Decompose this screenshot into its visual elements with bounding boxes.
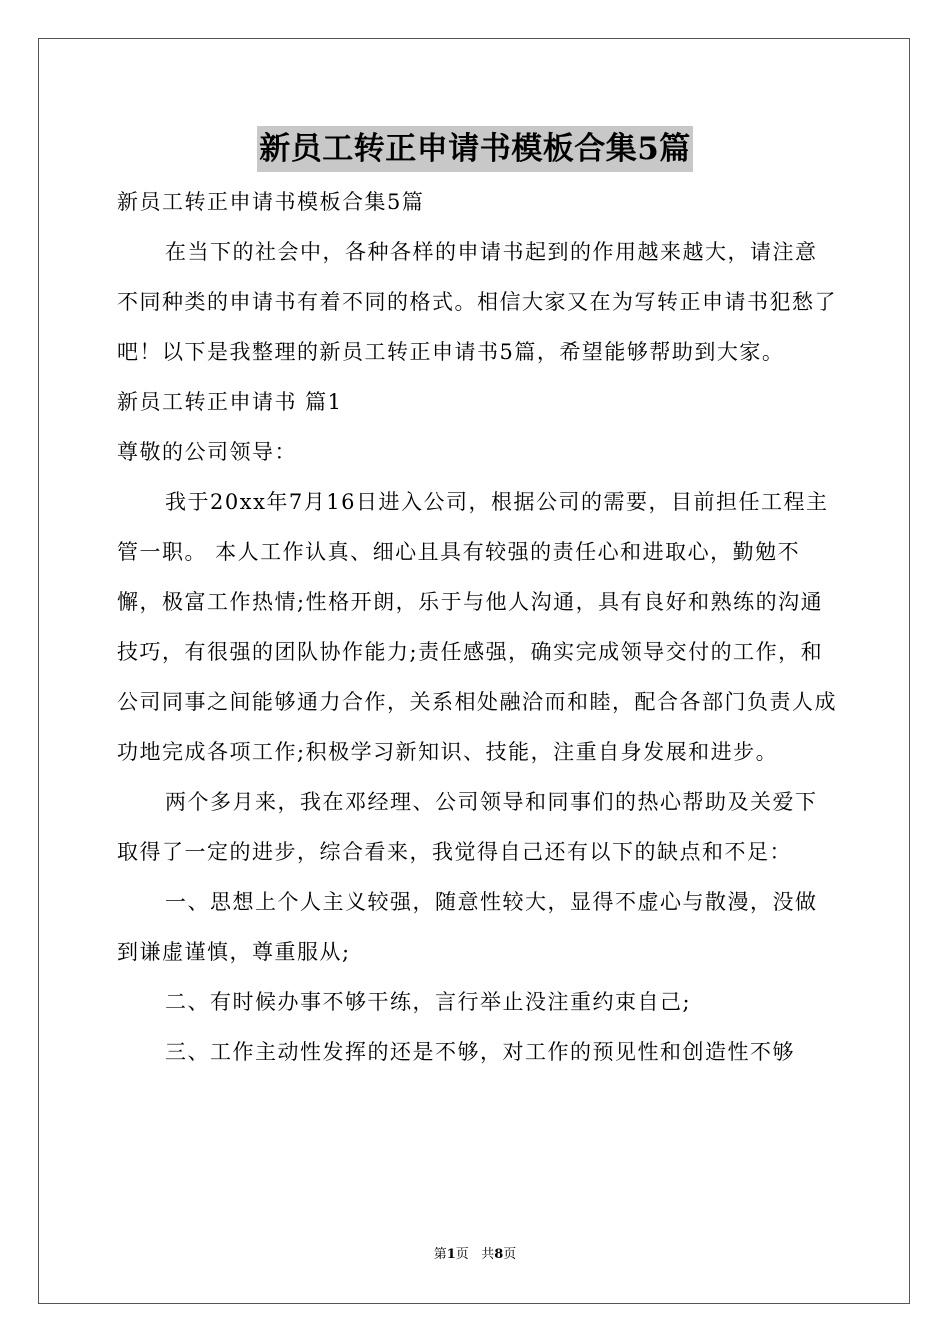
list-item: 三、工作主动性发挥的还是不够，对工作的预见性和创造性不够 (165, 1040, 795, 1064)
document-title: 新员工转正申请书模板合集5篇 (257, 126, 693, 172)
paragraph: 我于20xx年7月16日进入公司，根据公司的需要，目前担任工程主管一职。 本人工作认真、细心且具有较强的责任心和进取心，勤勉不懈，极富工作热情;性格开朗，乐于与他人沟通，具有良好和熟练的沟通技巧，有很强的团队协作能力;责任感强，确实完成领导交付的工作，和公司同事之间能够通力合作，关系相处融洽而和睦，配合各部门负责人成功地完成各项工作;积极学习新知识、技能，注重自身发展和进步。 (117, 490, 837, 764)
page-prefix: 第 (433, 1247, 447, 1262)
page-current: 1 (446, 1247, 456, 1262)
list-item: 一、思想上个人主义较强，随意性较大，显得不虚心与散漫，没做到谦虚谨慎，尊重服从; (117, 890, 818, 964)
total-suffix: 页 (503, 1247, 517, 1262)
page-suffix: 页 (455, 1247, 469, 1262)
salutation: 尊敬的公司领导： (117, 440, 297, 464)
page-total: 8 (494, 1247, 504, 1262)
paragraph: 在当下的社会中，各种各样的申请书起到的作用越来越大，请注意不同种类的申请书有着不同的格式。相信大家又在为写转正申请书犯愁了吧！以下是我整理的新员工转正申请书5篇，希望能够帮助到大家。 (117, 240, 837, 364)
section-heading: 新员工转正申请书 篇1 (117, 390, 343, 414)
document-body (117, 177, 837, 1077)
paragraph: 新员工转正申请书模板合集5篇 (117, 190, 425, 214)
list-item: 二、有时候办事不够干练，言行举止没注重约束自己; (165, 990, 692, 1014)
page-footer (0, 1246, 950, 1264)
total-prefix: 共 (481, 1247, 495, 1262)
title-container (0, 126, 950, 172)
paragraph: 两个多月来，我在邓经理、公司领导和同事们的热心帮助及关爱下取得了一定的进步，综合看来，我觉得自己还有以下的缺点和不足： (117, 790, 818, 864)
